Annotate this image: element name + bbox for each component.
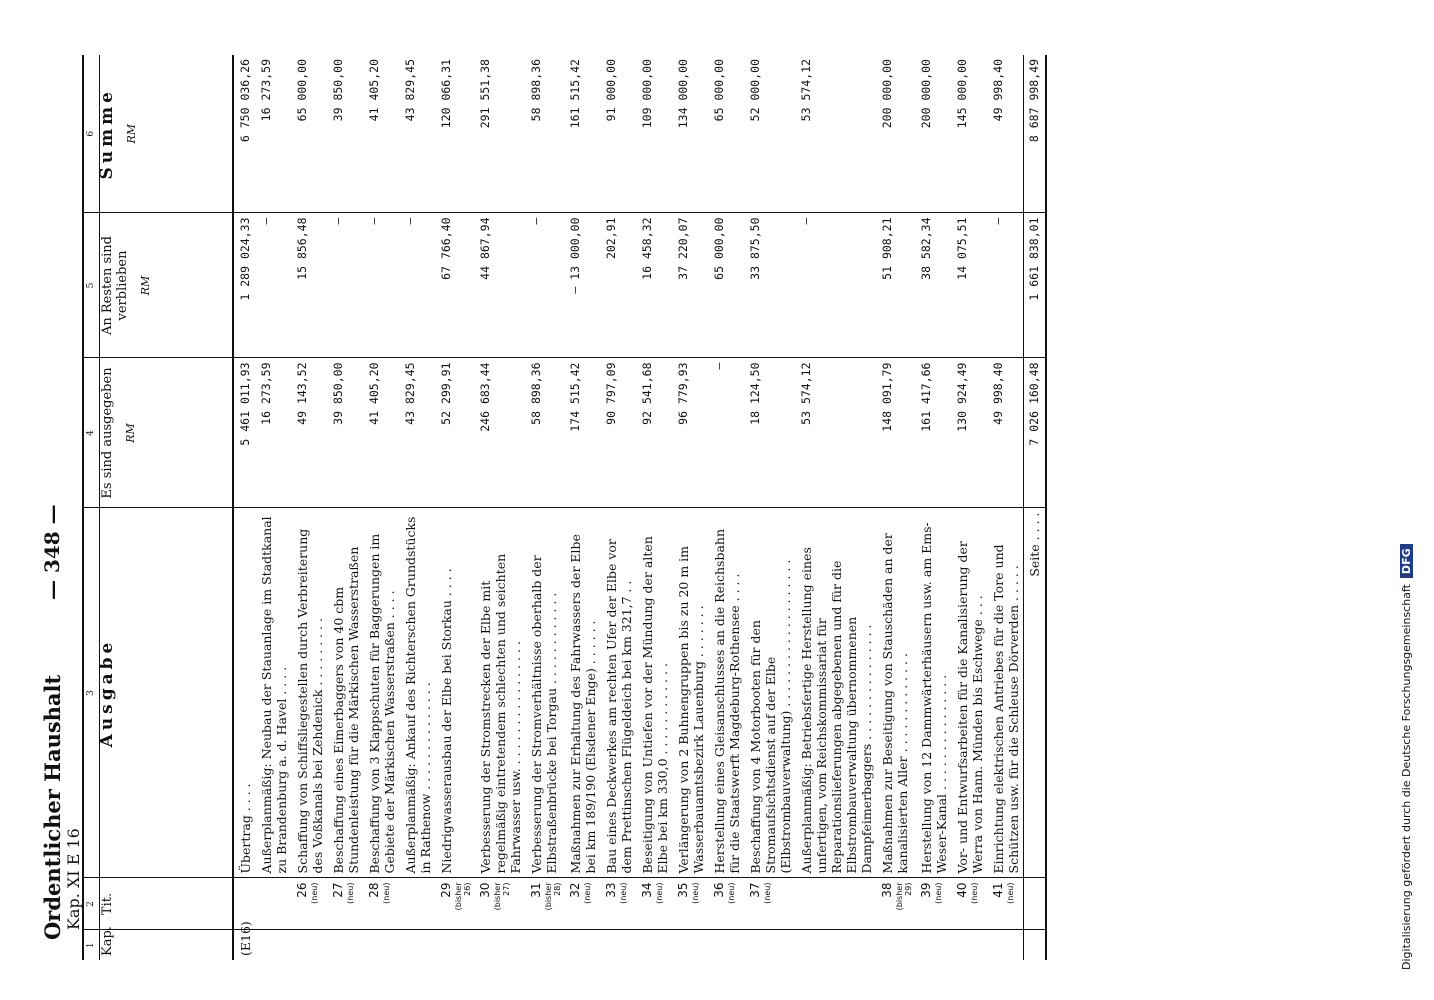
row-resten-value: 51 908,21 <box>880 217 894 280</box>
row-ausgegeben <box>744 358 795 508</box>
row-summe <box>600 55 636 213</box>
row-resten-value: 14 075,51 <box>955 217 969 280</box>
header-summe <box>97 55 234 213</box>
row-summe-value: 134 000,00 <box>676 59 690 129</box>
row-ausgabe-text <box>233 508 255 878</box>
row-tit-note: (bisher 27) <box>493 882 511 911</box>
row-ausgegeben-value: 5 461 011,93 <box>238 362 252 446</box>
row-resten <box>255 213 291 358</box>
unit-label: RM <box>124 423 137 443</box>
row-resten <box>327 213 363 358</box>
row-resten <box>987 213 1024 358</box>
row-resten-value: 67 766,40 <box>439 217 453 280</box>
row-ausgegeben <box>233 358 255 508</box>
row-kap <box>291 930 327 960</box>
table-row <box>435 55 474 960</box>
row-tit <box>525 878 564 930</box>
column-number: 3 <box>83 508 100 878</box>
table-row <box>255 55 291 960</box>
row-ausgegeben-value: — <box>712 362 726 370</box>
row-resten <box>525 213 564 358</box>
row-ausgabe-text <box>951 508 987 878</box>
column-number-row <box>83 55 100 960</box>
row-ausgegeben-value: 246 683,44 <box>478 362 492 432</box>
unit-label: RM <box>125 123 138 144</box>
header-resten-label: An Resten sind verblieben <box>100 236 130 335</box>
table-row <box>744 55 795 960</box>
row-summe-value: 43 829,45 <box>403 59 417 122</box>
row-kap <box>708 930 744 960</box>
row-tit-note: (neu) <box>1006 882 1015 904</box>
document-title: Ordentlicher Haushalt <box>40 674 65 940</box>
row-ausgegeben <box>876 358 915 508</box>
row-resten <box>291 213 327 358</box>
row-ausgabe-text <box>291 508 327 878</box>
row-tit-note: (neu) <box>727 882 736 904</box>
row-summe-value: 6 750 036,26 <box>238 59 252 143</box>
row-tit-value: 29 <box>439 882 453 898</box>
row-tit-value: 40 <box>955 882 969 898</box>
row-ausgabe-text <box>636 508 672 878</box>
row-tit-value: 30 <box>478 882 492 898</box>
row-ausgabe-text-value: Beseitigung von Untiefen vor der Mündung der alten Elbe bei km 330,0 . . . . . . . . . . . . <box>640 536 670 874</box>
table-row <box>636 55 672 960</box>
row-ausgabe-text <box>474 508 525 878</box>
header-summe-label: Summe <box>97 88 117 180</box>
row-ausgabe-text <box>564 508 600 878</box>
row-kap <box>363 930 399 960</box>
row-tit <box>708 878 744 930</box>
row-ausgabe-text <box>327 508 363 878</box>
dfg-logo: DFG <box>1400 544 1413 578</box>
row-summe-value: 58 898,36 <box>529 59 543 122</box>
row-summe <box>672 55 708 213</box>
row-ausgegeben-value: 18 124,50 <box>748 362 762 425</box>
row-tit <box>474 878 525 930</box>
row-ausgegeben-value: 49 143,52 <box>295 362 309 425</box>
row-resten <box>708 213 744 358</box>
row-tit-value: 36 <box>712 882 726 898</box>
row-summe-value: 53 574,12 <box>799 59 813 122</box>
row-tit <box>291 878 327 930</box>
table-row <box>327 55 363 960</box>
row-summe <box>744 55 795 213</box>
row-tit-note: (neu) <box>970 882 979 904</box>
row-ausgabe-text-value: Herstellung von 12 Dammwärterhäusern usw. am Ems-Weser-Kanal . . . . . . . . . . . . . . . <box>919 522 949 874</box>
row-tit <box>636 878 672 930</box>
row-ausgabe-text <box>708 508 744 878</box>
row-summe-value: 52 000,00 <box>748 59 762 122</box>
table-row <box>291 55 327 960</box>
table-row <box>795 55 876 960</box>
row-ausgegeben <box>708 358 744 508</box>
row-tit-note: (neu) <box>655 882 664 904</box>
row-ausgegeben-value: 90 797,09 <box>604 362 618 425</box>
row-summe <box>327 55 363 213</box>
row-ausgegeben <box>399 358 435 508</box>
row-tit-note: (bisher 29) <box>895 882 913 911</box>
row-summe <box>951 55 987 213</box>
row-resten-value: 44 867,94 <box>478 217 492 280</box>
row-ausgabe-text <box>672 508 708 878</box>
row-summe <box>525 55 564 213</box>
row-tit <box>600 878 636 930</box>
row-summe <box>399 55 435 213</box>
row-resten <box>233 213 255 358</box>
row-kap <box>951 930 987 960</box>
row-resten <box>636 213 672 358</box>
row-summe <box>435 55 474 213</box>
row-resten <box>363 213 399 358</box>
row-tit-value: 38 <box>880 882 894 898</box>
row-kap <box>987 930 1024 960</box>
row-ausgabe-text-value: Übertrag . . . . <box>238 783 253 874</box>
total-label: Seite . . . . <box>1024 508 1047 878</box>
row-ausgegeben-value: 161 417,66 <box>919 362 933 432</box>
row-resten-value: 37 220,07 <box>676 217 690 280</box>
row-ausgabe-text-value: Verbesserung der Stromstrecken der Elbe mit regelmäßig eintretendem schlechten und seichten Fahrwasser usw. . . . . . . . . . . . . . . . . <box>478 553 523 874</box>
row-ausgegeben-value: 49 998,40 <box>991 362 1005 425</box>
table-row <box>600 55 636 960</box>
row-resten-value: 1 289 024,33 <box>238 217 252 301</box>
row-ausgegeben-value: 43 829,45 <box>403 362 417 425</box>
row-tit-value: 41 <box>991 882 1005 898</box>
row-summe-value: 200 000,00 <box>880 59 894 129</box>
row-ausgabe-text <box>987 508 1024 878</box>
row-resten-value: — <box>403 217 417 225</box>
row-ausgegeben-value: 130 924,49 <box>955 362 969 432</box>
row-summe-value: 161 515,42 <box>568 59 582 129</box>
row-resten-value: — 13 000,00 <box>568 217 582 294</box>
row-resten <box>951 213 987 358</box>
column-number: 6 <box>83 55 100 213</box>
row-tit-note: (neu) <box>691 882 700 904</box>
row-tit-note: (neu) <box>382 882 391 904</box>
row-ausgabe-text-value: Außerplanmäßig: Betriebsfertige Herstellung eines unfertigen, vom Reichskommissariat für Reparationslieferungen abgegebenen und für die Elbstrombauverwaltung übernommenen Dampfeimerbaggers . . . . . . . . . . . . . . . <box>799 547 874 874</box>
row-ausgegeben <box>672 358 708 508</box>
row-ausgegeben-value: 39 850,00 <box>331 362 345 425</box>
row-summe-value: 49 998,40 <box>991 59 1005 122</box>
table-row <box>876 55 915 960</box>
row-summe <box>255 55 291 213</box>
header-resten <box>100 213 234 358</box>
header-tit: Tit. <box>100 878 234 930</box>
row-tit <box>744 878 795 930</box>
row-kap <box>255 930 291 960</box>
row-tit-note: (neu) <box>346 882 355 904</box>
row-summe <box>795 55 876 213</box>
row-ausgabe-text-value: Maßnahmen zur Beseitigung von Stauschäden an der kanalisierten Aller . . . . . . . . . . . . . <box>880 533 910 874</box>
row-resten-value: 38 582,34 <box>919 217 933 280</box>
row-tit <box>987 878 1024 930</box>
row-summe-value: 91 000,00 <box>604 59 618 122</box>
row-ausgegeben-value: 96 779,93 <box>676 362 690 425</box>
row-resten-value: — <box>331 217 345 225</box>
row-ausgabe-text-value: Vor- und Entwurfsarbeiten für die Kanalisierung der Werra von Hann. Münden bis Eschwege . . . <box>955 541 985 874</box>
row-summe <box>876 55 915 213</box>
row-ausgabe-text-value: Beschaffung von 3 Klappschuten für Baggerungen im Gebiete der Märkischen Wasserstraßen . . . . <box>367 533 397 874</box>
row-tit <box>876 878 915 930</box>
row-resten <box>435 213 474 358</box>
row-ausgabe-text <box>525 508 564 878</box>
row-ausgegeben <box>255 358 291 508</box>
table-row <box>399 55 435 960</box>
row-resten-value: — <box>259 217 273 225</box>
row-ausgabe-text <box>600 508 636 878</box>
row-resten-value: 65 000,00 <box>712 217 726 280</box>
unit-label: RM <box>139 275 152 296</box>
row-tit-value: 34 <box>640 882 654 898</box>
row-resten <box>876 213 915 358</box>
row-tit-value: 28 <box>367 882 381 898</box>
row-tit-value: 39 <box>919 882 933 898</box>
row-ausgegeben <box>636 358 672 508</box>
row-tit-note: (bisher 28) <box>544 882 562 911</box>
row-summe-value: 120 066,31 <box>439 59 453 129</box>
row-tit <box>672 878 708 930</box>
row-tit-note: (neu) <box>310 882 319 904</box>
row-ausgabe-text-value: Schaffung von Schiffsliegestellen durch Verbreiterung des Voßkanals bei Zehdenick . . . . . . . . . <box>295 528 325 874</box>
row-kap <box>744 930 795 960</box>
row-ausgabe-text-value: Außerplanmäßig: Ankauf des Richterschen Grundstücks in Rathenow . . . . . . . . . . . . . . <box>403 516 433 874</box>
row-summe <box>564 55 600 213</box>
row-resten-value: 15 856,48 <box>295 217 309 280</box>
row-ausgegeben <box>474 358 525 508</box>
row-ausgabe-text-value: Beschaffung von 4 Motorbooten für den Stromaufsichtsdienst auf der Elbe (Elbstrombauverwaltung) . . . . . . . . . . . . . . . . . . . <box>748 559 793 874</box>
row-tit <box>399 878 435 930</box>
row-summe-value: 291 551,38 <box>478 59 492 129</box>
row-ausgabe-text-value: Verbesserung der Stromverhältnisse oberhalb der Elbstraßenbrücke bei Torgau . . . . . . . . . . . . <box>529 555 559 874</box>
row-tit <box>951 878 987 930</box>
row-kap <box>327 930 363 960</box>
row-summe <box>233 55 255 213</box>
row-ausgabe-text-value: Außerplanmäßig: Neubau der Stauanlage im Stadtkanal zu Brandenburg a. d. Havel . . . . <box>259 516 289 874</box>
table-row <box>233 55 255 960</box>
row-ausgegeben-value: 16 273,59 <box>259 362 273 425</box>
row-tit-value: 27 <box>331 882 345 898</box>
row-resten <box>600 213 636 358</box>
row-kap <box>525 930 564 960</box>
row-tit-note: (bisher 26) <box>454 882 472 911</box>
row-ausgegeben <box>291 358 327 508</box>
table-row <box>474 55 525 960</box>
header-ausgabe <box>97 508 234 878</box>
row-ausgabe-text <box>876 508 915 878</box>
table-row <box>525 55 564 960</box>
row-tit-note: (neu) <box>763 882 772 904</box>
row-tit-value: 33 <box>604 882 618 898</box>
row-resten <box>795 213 876 358</box>
row-kap <box>915 930 951 960</box>
row-kap <box>474 930 525 960</box>
row-summe-value: 145 000,00 <box>955 59 969 129</box>
row-kap <box>435 930 474 960</box>
total-ausgegeben: 7 026 160,48 <box>1024 358 1047 508</box>
row-resten <box>672 213 708 358</box>
row-tit <box>564 878 600 930</box>
row-tit-note: (neu) <box>934 882 943 904</box>
header-kap: Kap. <box>100 930 234 960</box>
header-ausgegeben <box>100 358 234 508</box>
row-kap <box>399 930 435 960</box>
row-ausgegeben <box>327 358 363 508</box>
row-ausgabe-text <box>744 508 795 878</box>
row-ausgabe-text-value: Beschaffung eines Eimerbaggers von 40 cbm Stundenleistung für die Märkischen Wasserstraßen <box>331 546 361 874</box>
row-ausgabe-text <box>363 508 399 878</box>
table-body <box>233 55 1024 960</box>
header-row <box>100 55 234 960</box>
row-ausgegeben-value: 41 405,20 <box>367 362 381 425</box>
row-ausgegeben <box>987 358 1024 508</box>
row-resten-value: — <box>529 217 543 225</box>
row-summe-value: 65 000,00 <box>295 59 309 122</box>
row-kap <box>672 930 708 960</box>
total-resten: 1 661 838,01 <box>1024 213 1047 358</box>
page-number: — 348 — <box>40 504 64 600</box>
row-ausgegeben-value: 53 574,12 <box>799 362 813 425</box>
row-kap <box>233 921 255 960</box>
row-summe <box>915 55 951 213</box>
row-ausgegeben <box>795 358 876 508</box>
row-tit <box>327 878 363 930</box>
row-ausgegeben <box>564 358 600 508</box>
row-ausgegeben <box>525 358 564 508</box>
row-resten-value: — <box>367 217 381 225</box>
row-resten-value: — <box>991 217 1005 225</box>
column-number: 4 <box>83 358 100 508</box>
row-summe <box>987 55 1024 213</box>
row-summe <box>636 55 672 213</box>
row-summe-value: 200 000,00 <box>919 59 933 129</box>
row-ausgegeben-value: 58 898,36 <box>529 362 543 425</box>
digitization-credit <box>1400 20 1413 970</box>
row-ausgabe-text-value: Verlängerung von 2 Buhnengruppen bis zu 20 m im Wasserbauamtsbezirk Lauenburg . . . . . . . <box>676 545 706 874</box>
row-ausgabe-text-value: Herstellung eines Gleisanschlusses an die Reichsbahn für die Staatswerft Magdeburg-Rothensee . . . . <box>712 528 742 874</box>
row-summe <box>474 55 525 213</box>
row-resten-value: 16 458,32 <box>640 217 654 280</box>
chapter-subtitle: Kap. XI E 16 <box>64 828 83 930</box>
row-resten <box>915 213 951 358</box>
row-ausgabe-text <box>255 508 291 878</box>
table-row <box>564 55 600 960</box>
table-row <box>987 55 1024 960</box>
row-ausgegeben <box>363 358 399 508</box>
credit-text: Digitalisierung gefördert durch die Deutsche Forschungsgemeinschaft <box>1400 584 1413 970</box>
row-ausgegeben-value: 174 515,42 <box>568 362 582 432</box>
row-summe-value: 39 850,00 <box>331 59 345 122</box>
column-number: 1 <box>83 930 100 960</box>
row-tit-value: 31 <box>529 882 543 898</box>
row-ausgegeben-value: 148 091,79 <box>880 362 894 432</box>
row-kap-value: (E16) <box>238 921 253 956</box>
row-tit <box>363 878 399 930</box>
row-tit <box>795 878 876 930</box>
row-kap <box>795 930 876 960</box>
row-ausgabe-text <box>399 508 435 878</box>
row-ausgabe-text-value: Bau eines Deckwerkes am rechten Ufer der Elbe vor dem Prettinschen Flügeldeich bei km 321,7 . . <box>604 539 634 874</box>
row-summe-value: 41 405,20 <box>367 59 381 122</box>
row-ausgabe-text <box>915 508 951 878</box>
row-tit-value: 37 <box>748 882 762 898</box>
row-resten-value: 202,91 <box>604 217 618 260</box>
row-tit <box>435 878 474 930</box>
row-resten <box>399 213 435 358</box>
row-tit-value: 32 <box>568 882 582 898</box>
row-kap <box>564 930 600 960</box>
column-number: 5 <box>83 213 100 358</box>
row-ausgegeben <box>600 358 636 508</box>
row-tit <box>915 878 951 930</box>
table-row <box>363 55 399 960</box>
row-ausgabe-text <box>795 508 876 878</box>
row-ausgegeben <box>435 358 474 508</box>
row-kap <box>600 930 636 960</box>
row-resten <box>564 213 600 358</box>
table-row <box>708 55 744 960</box>
row-resten <box>744 213 795 358</box>
row-summe <box>363 55 399 213</box>
total-row <box>1024 55 1047 960</box>
row-kap <box>636 930 672 960</box>
row-tit <box>255 878 291 930</box>
row-kap <box>876 930 915 960</box>
row-resten <box>474 213 525 358</box>
row-ausgegeben-value: 52 299,91 <box>439 362 453 425</box>
row-resten-value: 33 875,50 <box>748 217 762 280</box>
header-ausgegeben-label: Es sind ausgegeben <box>100 367 115 499</box>
table-row <box>915 55 951 960</box>
row-tit-value: 35 <box>676 882 690 898</box>
row-ausgabe-text <box>435 508 474 878</box>
row-tit-note: (neu) <box>583 882 592 904</box>
row-ausgegeben-value: 92 541,68 <box>640 362 654 425</box>
table-row <box>951 55 987 960</box>
total-summe: 8 687 998,49 <box>1024 55 1047 213</box>
row-ausgabe-text-value: Niedrigwasserausbau der Elbe bei Storkau . . . . <box>439 568 454 874</box>
row-ausgabe-text-value: Maßnahmen zur Erhaltung des Fahrwassers der Elbe bei km 189/190 (Elsdener Enge) . . . . . . <box>568 534 598 874</box>
table-row <box>672 55 708 960</box>
row-ausgabe-text-value: Einrichtung elektrischen Antriebes für die Tore und Schützen usw. für die Schleuse Dörverden . . . . . <box>991 544 1021 874</box>
budget-table <box>82 55 1047 960</box>
row-summe <box>291 55 327 213</box>
row-tit-value: 26 <box>295 882 309 898</box>
row-summe-value: 65 000,00 <box>712 59 726 122</box>
row-ausgegeben <box>951 358 987 508</box>
row-tit-note: (neu) <box>619 882 628 904</box>
row-ausgegeben <box>915 358 951 508</box>
row-resten-value: — <box>799 217 813 225</box>
header-ausgabe-label: Ausgabe <box>97 638 117 748</box>
row-summe-value: 109 000,00 <box>640 59 654 129</box>
row-summe <box>708 55 744 213</box>
column-number: 2 <box>83 878 100 930</box>
row-summe-value: 16 273,59 <box>259 59 273 122</box>
